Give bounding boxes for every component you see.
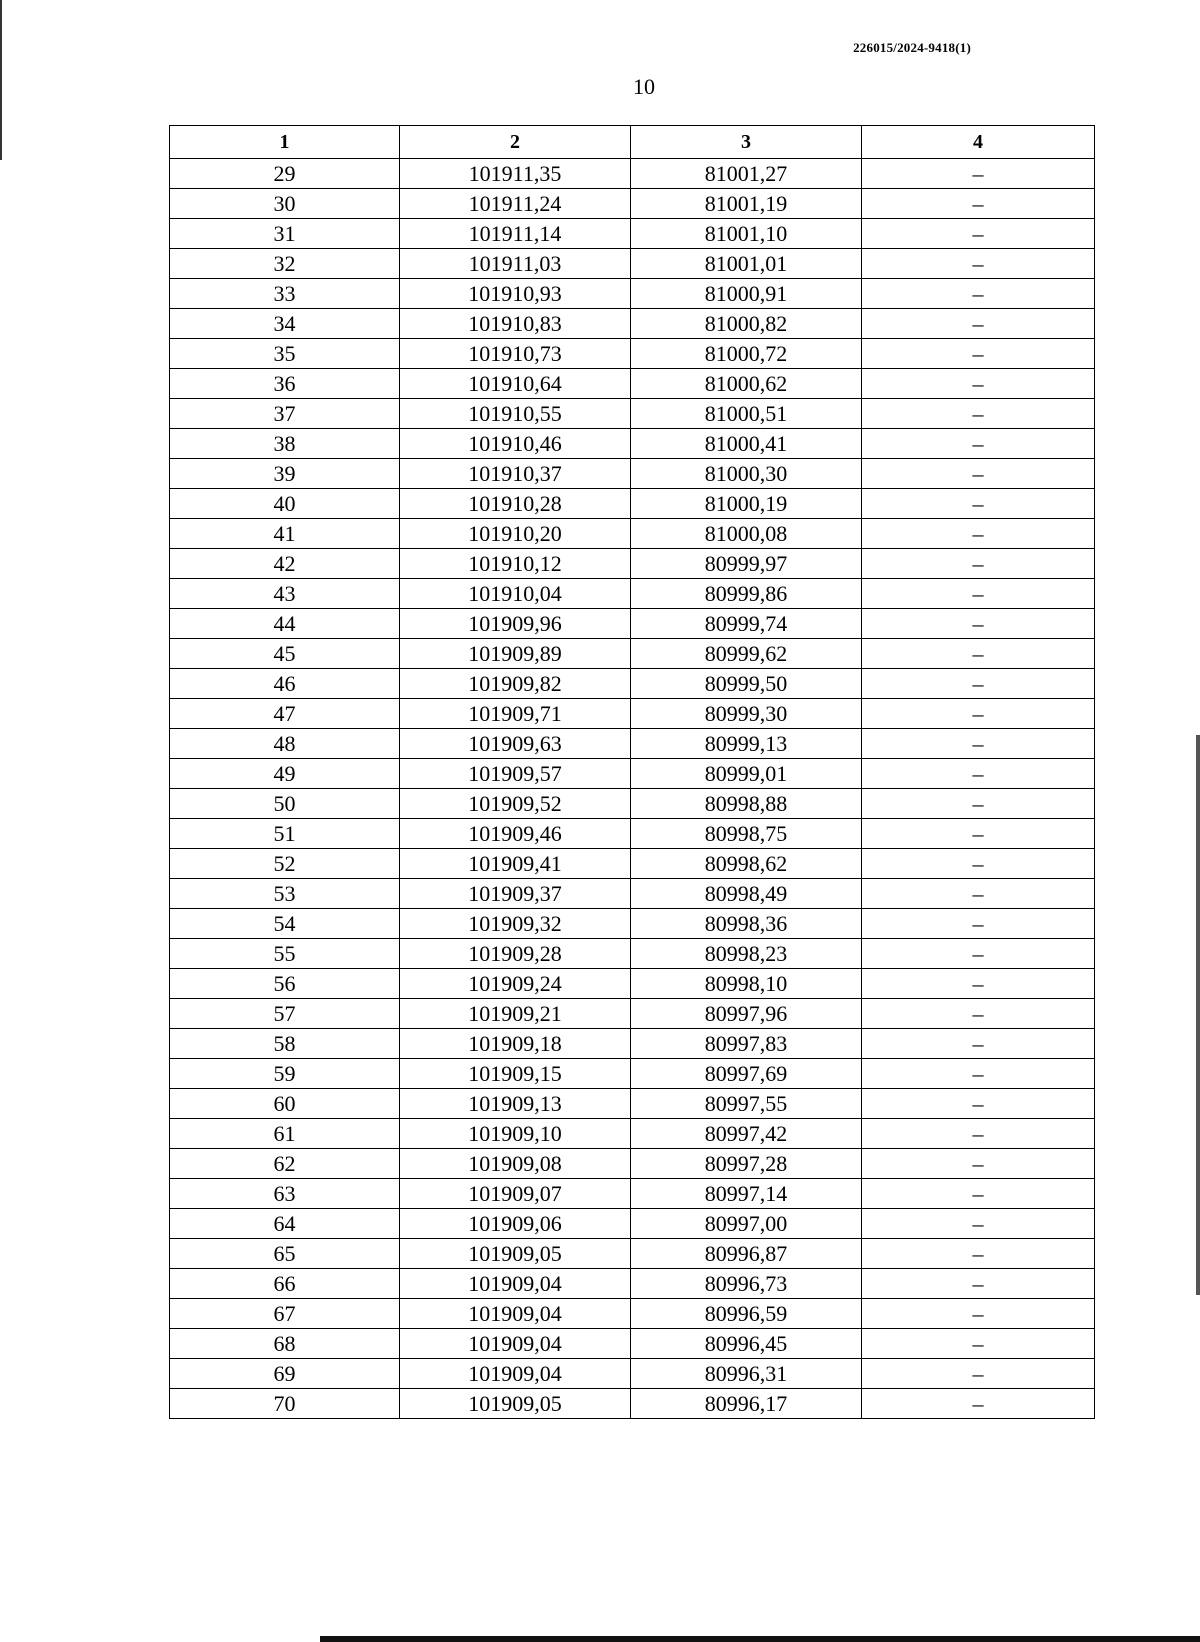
point-number-cell: 58 bbox=[170, 1029, 400, 1059]
x-coordinate-cell: 101909,63 bbox=[400, 729, 631, 759]
note-cell: – bbox=[862, 969, 1095, 999]
y-coordinate-cell: 80998,49 bbox=[631, 879, 862, 909]
y-coordinate-cell: 80996,17 bbox=[631, 1389, 862, 1419]
point-number-cell: 55 bbox=[170, 939, 400, 969]
x-coordinate-cell: 101910,28 bbox=[400, 489, 631, 519]
table-row bbox=[170, 1299, 1095, 1329]
y-coordinate-cell: 80996,59 bbox=[631, 1299, 862, 1329]
note-cell: – bbox=[862, 669, 1095, 699]
table-row bbox=[170, 279, 1095, 309]
point-number-cell: 66 bbox=[170, 1269, 400, 1299]
note-cell: – bbox=[862, 339, 1095, 369]
y-coordinate-cell: 81001,19 bbox=[631, 189, 862, 219]
table-row bbox=[170, 669, 1095, 699]
y-coordinate-cell: 80999,97 bbox=[631, 549, 862, 579]
note-cell: – bbox=[862, 429, 1095, 459]
y-coordinate-cell: 80999,01 bbox=[631, 759, 862, 789]
note-cell: – bbox=[862, 1059, 1095, 1089]
table-row bbox=[170, 1179, 1095, 1209]
point-number-cell: 70 bbox=[170, 1389, 400, 1419]
x-coordinate-cell: 101910,64 bbox=[400, 369, 631, 399]
y-coordinate-cell: 80999,30 bbox=[631, 699, 862, 729]
point-number-cell: 31 bbox=[170, 219, 400, 249]
point-number-cell: 56 bbox=[170, 969, 400, 999]
y-coordinate-cell: 81000,08 bbox=[631, 519, 862, 549]
x-coordinate-cell: 101910,20 bbox=[400, 519, 631, 549]
y-coordinate-cell: 80997,69 bbox=[631, 1059, 862, 1089]
note-cell: – bbox=[862, 1089, 1095, 1119]
note-cell: – bbox=[862, 999, 1095, 1029]
table-row bbox=[170, 939, 1095, 969]
y-coordinate-cell: 81000,72 bbox=[631, 339, 862, 369]
point-number-cell: 65 bbox=[170, 1239, 400, 1269]
x-coordinate-cell: 101911,35 bbox=[400, 159, 631, 189]
note-cell: – bbox=[862, 579, 1095, 609]
table-row bbox=[170, 1029, 1095, 1059]
y-coordinate-cell: 80997,00 bbox=[631, 1209, 862, 1239]
y-coordinate-cell: 80997,55 bbox=[631, 1089, 862, 1119]
point-number-cell: 49 bbox=[170, 759, 400, 789]
point-number-cell: 68 bbox=[170, 1329, 400, 1359]
x-coordinate-cell: 101910,73 bbox=[400, 339, 631, 369]
x-coordinate-cell: 101909,13 bbox=[400, 1089, 631, 1119]
header-row bbox=[170, 126, 1095, 159]
table-row bbox=[170, 309, 1095, 339]
table-row bbox=[170, 1389, 1095, 1419]
point-number-cell: 36 bbox=[170, 369, 400, 399]
table-row bbox=[170, 1239, 1095, 1269]
note-cell: – bbox=[862, 1239, 1095, 1269]
note-cell: – bbox=[862, 789, 1095, 819]
y-coordinate-cell: 80998,10 bbox=[631, 969, 862, 999]
table-row bbox=[170, 819, 1095, 849]
y-coordinate-cell: 80998,36 bbox=[631, 909, 862, 939]
table-row bbox=[170, 1329, 1095, 1359]
table-row bbox=[170, 519, 1095, 549]
note-cell: – bbox=[862, 1299, 1095, 1329]
x-coordinate-cell: 101909,04 bbox=[400, 1329, 631, 1359]
point-number-cell: 53 bbox=[170, 879, 400, 909]
note-cell: – bbox=[862, 729, 1095, 759]
point-number-cell: 46 bbox=[170, 669, 400, 699]
x-coordinate-cell: 101909,41 bbox=[400, 849, 631, 879]
point-number-cell: 35 bbox=[170, 339, 400, 369]
note-cell: – bbox=[862, 1359, 1095, 1389]
note-cell: – bbox=[862, 1029, 1095, 1059]
y-coordinate-cell: 80999,74 bbox=[631, 609, 862, 639]
y-coordinate-cell: 80996,31 bbox=[631, 1359, 862, 1389]
y-coordinate-cell: 80996,87 bbox=[631, 1239, 862, 1269]
point-number-cell: 57 bbox=[170, 999, 400, 1029]
x-coordinate-cell: 101910,55 bbox=[400, 399, 631, 429]
table-row bbox=[170, 159, 1095, 189]
table-row bbox=[170, 1059, 1095, 1089]
y-coordinate-cell: 81000,41 bbox=[631, 429, 862, 459]
note-cell: – bbox=[862, 639, 1095, 669]
table-row bbox=[170, 1209, 1095, 1239]
x-coordinate-cell: 101909,18 bbox=[400, 1029, 631, 1059]
table-row bbox=[170, 789, 1095, 819]
x-coordinate-cell: 101909,05 bbox=[400, 1239, 631, 1269]
point-number-cell: 50 bbox=[170, 789, 400, 819]
table-row bbox=[170, 219, 1095, 249]
x-coordinate-cell: 101910,83 bbox=[400, 309, 631, 339]
point-number-cell: 29 bbox=[170, 159, 400, 189]
point-number-cell: 54 bbox=[170, 909, 400, 939]
y-coordinate-cell: 80998,75 bbox=[631, 819, 862, 849]
y-coordinate-cell: 80998,88 bbox=[631, 789, 862, 819]
note-cell: – bbox=[862, 1329, 1095, 1359]
table-row bbox=[170, 909, 1095, 939]
x-coordinate-cell: 101911,24 bbox=[400, 189, 631, 219]
x-coordinate-cell: 101909,10 bbox=[400, 1119, 631, 1149]
y-coordinate-cell: 80997,96 bbox=[631, 999, 862, 1029]
note-cell: – bbox=[862, 939, 1095, 969]
note-cell: – bbox=[862, 1389, 1095, 1419]
note-cell: – bbox=[862, 819, 1095, 849]
y-coordinate-cell: 81000,62 bbox=[631, 369, 862, 399]
x-coordinate-cell: 101909,71 bbox=[400, 699, 631, 729]
note-cell: – bbox=[862, 279, 1095, 309]
bottom-rule bbox=[320, 1636, 1200, 1642]
y-coordinate-cell: 80996,45 bbox=[631, 1329, 862, 1359]
note-cell: – bbox=[862, 609, 1095, 639]
table-row bbox=[170, 699, 1095, 729]
column-header-3: 3 bbox=[631, 126, 862, 159]
point-number-cell: 51 bbox=[170, 819, 400, 849]
x-coordinate-cell: 101909,24 bbox=[400, 969, 631, 999]
x-coordinate-cell: 101909,46 bbox=[400, 819, 631, 849]
point-number-cell: 59 bbox=[170, 1059, 400, 1089]
note-cell: – bbox=[862, 879, 1095, 909]
y-coordinate-cell: 80998,62 bbox=[631, 849, 862, 879]
note-cell: – bbox=[862, 219, 1095, 249]
column-header-4: 4 bbox=[862, 126, 1095, 159]
note-cell: – bbox=[862, 909, 1095, 939]
note-cell: – bbox=[862, 1269, 1095, 1299]
x-coordinate-cell: 101909,28 bbox=[400, 939, 631, 969]
point-number-cell: 69 bbox=[170, 1359, 400, 1389]
table-row bbox=[170, 579, 1095, 609]
column-header-2: 2 bbox=[400, 126, 631, 159]
x-coordinate-cell: 101909,57 bbox=[400, 759, 631, 789]
x-coordinate-cell: 101909,21 bbox=[400, 999, 631, 1029]
x-coordinate-cell: 101909,08 bbox=[400, 1149, 631, 1179]
y-coordinate-cell: 80999,50 bbox=[631, 669, 862, 699]
point-number-cell: 64 bbox=[170, 1209, 400, 1239]
table-row bbox=[170, 849, 1095, 879]
y-coordinate-cell: 80999,86 bbox=[631, 579, 862, 609]
note-cell: – bbox=[862, 519, 1095, 549]
point-number-cell: 33 bbox=[170, 279, 400, 309]
x-coordinate-cell: 101909,37 bbox=[400, 879, 631, 909]
point-number-cell: 30 bbox=[170, 189, 400, 219]
point-number-cell: 63 bbox=[170, 1179, 400, 1209]
note-cell: – bbox=[862, 1179, 1095, 1209]
note-cell: – bbox=[862, 399, 1095, 429]
x-coordinate-cell: 101909,32 bbox=[400, 909, 631, 939]
note-cell: – bbox=[862, 309, 1095, 339]
table-row bbox=[170, 1269, 1095, 1299]
point-number-cell: 43 bbox=[170, 579, 400, 609]
y-coordinate-cell: 80999,62 bbox=[631, 639, 862, 669]
table-row bbox=[170, 1089, 1095, 1119]
table-row bbox=[170, 999, 1095, 1029]
x-coordinate-cell: 101909,04 bbox=[400, 1269, 631, 1299]
x-coordinate-cell: 101910,04 bbox=[400, 579, 631, 609]
table-row bbox=[170, 1359, 1095, 1389]
point-number-cell: 44 bbox=[170, 609, 400, 639]
x-coordinate-cell: 101909,04 bbox=[400, 1299, 631, 1329]
table-row bbox=[170, 189, 1095, 219]
table-body bbox=[170, 159, 1095, 1419]
note-cell: – bbox=[862, 1149, 1095, 1179]
point-number-cell: 47 bbox=[170, 699, 400, 729]
coordinates-table bbox=[169, 125, 1095, 1419]
table-row bbox=[170, 369, 1095, 399]
note-cell: – bbox=[862, 489, 1095, 519]
y-coordinate-cell: 80998,23 bbox=[631, 939, 862, 969]
note-cell: – bbox=[862, 369, 1095, 399]
table-row bbox=[170, 549, 1095, 579]
x-coordinate-cell: 101909,04 bbox=[400, 1359, 631, 1389]
note-cell: – bbox=[862, 189, 1095, 219]
x-coordinate-cell: 101910,93 bbox=[400, 279, 631, 309]
point-number-cell: 45 bbox=[170, 639, 400, 669]
note-cell: – bbox=[862, 1119, 1095, 1149]
x-coordinate-cell: 101909,89 bbox=[400, 639, 631, 669]
table-row bbox=[170, 459, 1095, 489]
y-coordinate-cell: 81000,19 bbox=[631, 489, 862, 519]
note-cell: – bbox=[862, 549, 1095, 579]
point-number-cell: 42 bbox=[170, 549, 400, 579]
table-row bbox=[170, 639, 1095, 669]
y-coordinate-cell: 81000,82 bbox=[631, 309, 862, 339]
x-coordinate-cell: 101909,82 bbox=[400, 669, 631, 699]
point-number-cell: 61 bbox=[170, 1119, 400, 1149]
table-row bbox=[170, 339, 1095, 369]
table-row bbox=[170, 399, 1095, 429]
x-coordinate-cell: 101909,15 bbox=[400, 1059, 631, 1089]
y-coordinate-cell: 80997,83 bbox=[631, 1029, 862, 1059]
x-coordinate-cell: 101910,12 bbox=[400, 549, 631, 579]
table-row bbox=[170, 609, 1095, 639]
table-row bbox=[170, 969, 1095, 999]
note-cell: – bbox=[862, 459, 1095, 489]
x-coordinate-cell: 101909,96 bbox=[400, 609, 631, 639]
point-number-cell: 38 bbox=[170, 429, 400, 459]
point-number-cell: 41 bbox=[170, 519, 400, 549]
point-number-cell: 48 bbox=[170, 729, 400, 759]
x-coordinate-cell: 101910,37 bbox=[400, 459, 631, 489]
y-coordinate-cell: 80996,73 bbox=[631, 1269, 862, 1299]
note-cell: – bbox=[862, 159, 1095, 189]
table-row bbox=[170, 489, 1095, 519]
y-coordinate-cell: 80997,14 bbox=[631, 1179, 862, 1209]
table-row bbox=[170, 1149, 1095, 1179]
point-number-cell: 62 bbox=[170, 1149, 400, 1179]
table-header bbox=[170, 126, 1095, 159]
note-cell: – bbox=[862, 1209, 1095, 1239]
x-coordinate-cell: 101910,46 bbox=[400, 429, 631, 459]
page-number: 10 bbox=[633, 74, 655, 99]
point-number-cell: 34 bbox=[170, 309, 400, 339]
y-coordinate-cell: 81000,91 bbox=[631, 279, 862, 309]
point-number-cell: 39 bbox=[170, 459, 400, 489]
note-cell: – bbox=[862, 249, 1095, 279]
note-cell: – bbox=[862, 849, 1095, 879]
x-coordinate-cell: 101909,06 bbox=[400, 1209, 631, 1239]
point-number-cell: 32 bbox=[170, 249, 400, 279]
x-coordinate-cell: 101911,03 bbox=[400, 249, 631, 279]
note-cell: – bbox=[862, 759, 1095, 789]
point-number-cell: 37 bbox=[170, 399, 400, 429]
point-number-cell: 67 bbox=[170, 1299, 400, 1329]
y-coordinate-cell: 81000,30 bbox=[631, 459, 862, 489]
table-row bbox=[170, 729, 1095, 759]
table-row bbox=[170, 879, 1095, 909]
x-coordinate-cell: 101909,52 bbox=[400, 789, 631, 819]
table-row bbox=[170, 1119, 1095, 1149]
y-coordinate-cell: 80997,28 bbox=[631, 1149, 862, 1179]
point-number-cell: 60 bbox=[170, 1089, 400, 1119]
scan-edge-right bbox=[1196, 735, 1200, 1295]
table-row bbox=[170, 759, 1095, 789]
note-cell: – bbox=[862, 699, 1095, 729]
table-row bbox=[170, 429, 1095, 459]
table-row bbox=[170, 249, 1095, 279]
x-coordinate-cell: 101909,05 bbox=[400, 1389, 631, 1419]
y-coordinate-cell: 81001,27 bbox=[631, 159, 862, 189]
point-number-cell: 52 bbox=[170, 849, 400, 879]
y-coordinate-cell: 81000,51 bbox=[631, 399, 862, 429]
y-coordinate-cell: 81001,01 bbox=[631, 249, 862, 279]
document-id: 226015/2024-9418(1) bbox=[853, 40, 971, 55]
y-coordinate-cell: 81001,10 bbox=[631, 219, 862, 249]
point-number-cell: 40 bbox=[170, 489, 400, 519]
y-coordinate-cell: 80997,42 bbox=[631, 1119, 862, 1149]
column-header-1: 1 bbox=[170, 126, 400, 159]
y-coordinate-cell: 80999,13 bbox=[631, 729, 862, 759]
x-coordinate-cell: 101911,14 bbox=[400, 219, 631, 249]
x-coordinate-cell: 101909,07 bbox=[400, 1179, 631, 1209]
